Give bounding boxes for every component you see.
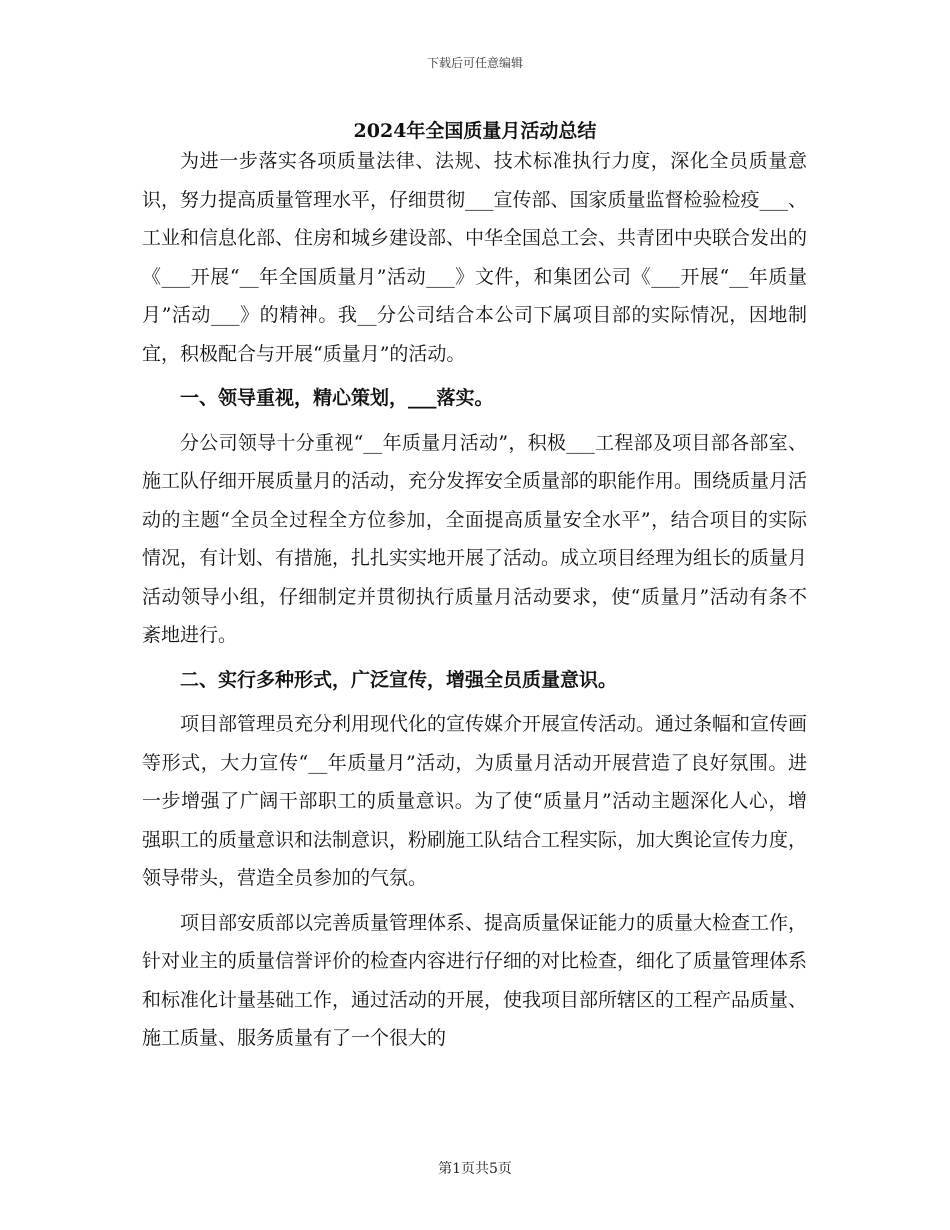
paragraph-section-2b: 项目部安质部以完善质量管理体系、提高质量保证能力的质量大检查工作，针对业主的质量信誉评价的检查内容进行仔细的对比检查，细化了质量管理体系和标准化计量基础工作，通过活动的开展，使我项目部所辖区的工程产品质量、施工质量、服务质量有了一个很大的 xyxy=(142,911,808,1049)
paragraph-section-2a: 项目部管理员充分利用现代化的宣传媒介开展宣传活动。通过条幅和宣传画等形式，大力宣传“__年质量月”活动，为质量月活动开展营造了良好氛围。进一步增强了广阔干部职工的质量意识。为了使“质量月”活动主题深化人心，增强职工的质量意识和法制意识，粉刷施工队结合工程实际，加大舆论宣传力度，领导带头，营造全员参加的气氛。 xyxy=(142,713,808,889)
page-header: 下载后可任意编辑 xyxy=(426,56,523,70)
paragraph-intro: 为进一步落实各项质量法律、法规、技术标准执行力度，深化全员质量意识，努力提高质量管理水平，仔细贯彻___宣传部、国家质量监督检验检疫___、工业和信息化部、住房和城乡建设部、中华全国总工会、共青团中央联合发出的《___开展“__年全国质量月”活动___》文件，和集团公司《___开展“__年质量月”活动___》的精神。我__分公司结合本公司下属项目部的实际情况，因地制宜，积极配合与开展“质量月”的活动。 xyxy=(142,150,808,365)
section-heading-1: 一、领导重视，精心策划，___落实。 xyxy=(180,387,494,409)
paragraph-section-1: 分公司领导十分重视“__年质量月活动”，积极___工程部及项目部各部室、施工队仔细开展质量月的活动，充分发挥安全质量部的职能作用。围绕质量月活动的主题“全员全过程全方位参加，全面提高质量安全水平”，结合项目的实际情况，有计划、有措施，扎扎实实地开展了活动。成立项目经理为组长的质量月活动领导小组，仔细制定并贯彻执行质量月活动要求，使“质量月”活动有条不紊地进行。 xyxy=(142,431,808,646)
section-heading-2: 二、实行多种形式，广泛宣传，增强全员质量意识。 xyxy=(180,668,618,691)
document-body xyxy=(142,142,807,1058)
page-footer: 第1页共5页 xyxy=(438,1161,512,1177)
document-title: 2024年全国质量月活动总结 xyxy=(353,120,597,142)
